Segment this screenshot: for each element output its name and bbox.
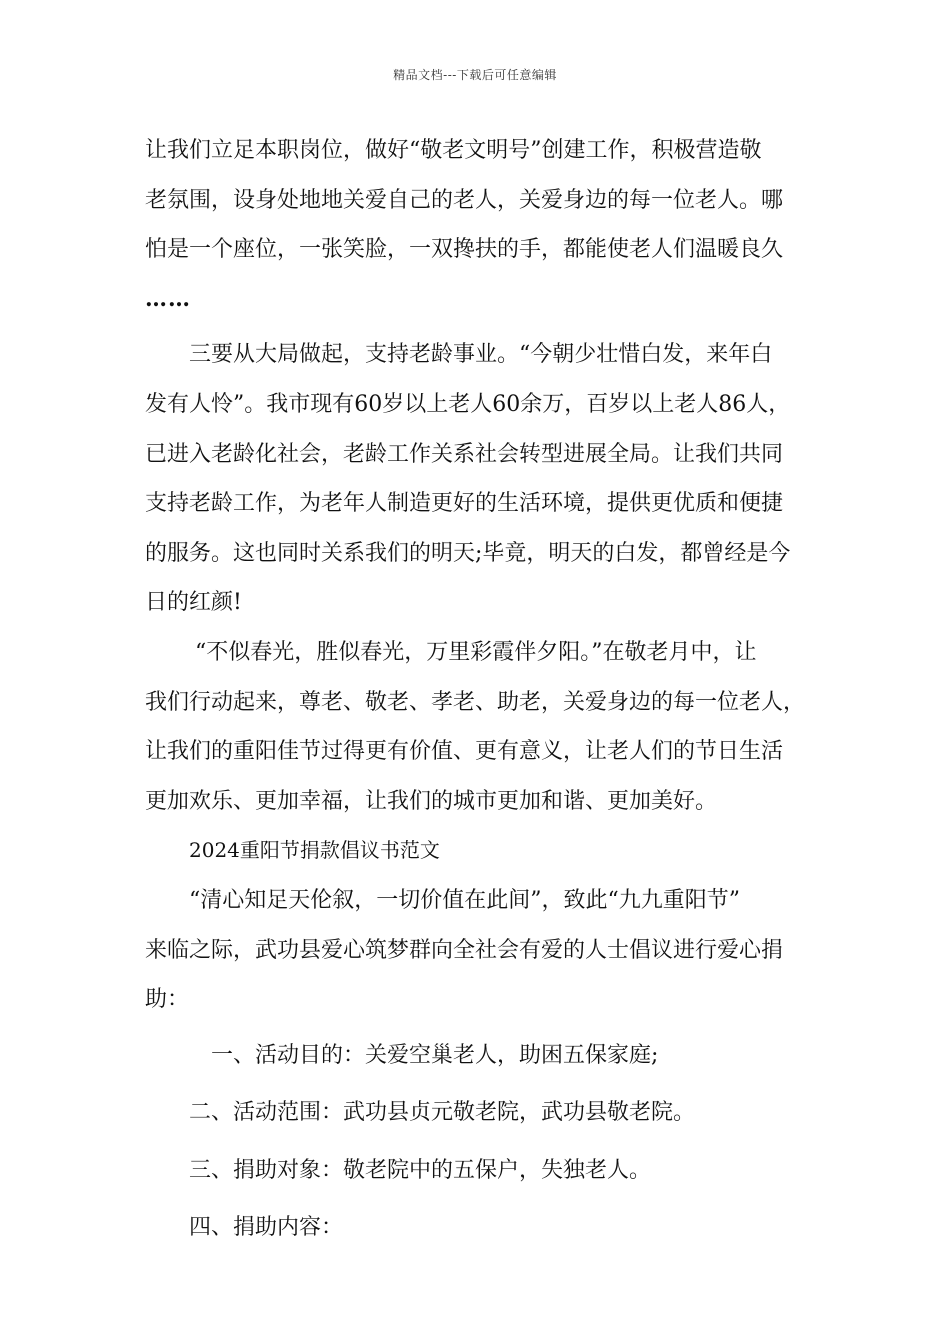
section-title: 2024重阳节捐款倡议书范文 <box>189 838 440 863</box>
page-header: 精品文档---下载后可任意编辑 <box>393 68 557 82</box>
text-line: 的服务。这也同时关系我们的明天;毕竟，明天的白发，都曾经是今 <box>145 540 791 566</box>
text-line: 让我们的重阳佳节过得更有价值、更有意义，让老人们的节日生活 <box>145 739 784 765</box>
list-item: 二、活动范围：武功县贞元敬老院，武功县敬老院。 <box>189 1100 696 1126</box>
text-line: 怕是一个座位，一张笑脸，一双搀扶的手，都能使老人们温暖良久 <box>145 237 784 263</box>
text-line: 来临之际，武功县爱心筑梦群向全社会有爱的人士倡议进行爱心捐 <box>145 937 784 963</box>
paragraph-2 <box>145 330 813 628</box>
text-line: “清心知足天伦叙，一切价值在此间”，致此“九九重阳节” <box>189 887 740 913</box>
paragraph-4 <box>145 876 813 1025</box>
text-line: “不似春光，胜似春光，万里彩霞伴夕阳。”在敬老月中，让 <box>195 639 757 665</box>
text-line: 让我们立足本职岗位，做好“敬老文明号”创建工作，积极营造敬 <box>145 138 762 163</box>
text-line: 老氛围，设身处地地关爱自己的老人，关爱身边的每一位老人。哪 <box>145 187 784 213</box>
paragraph-1 <box>145 126 813 324</box>
text-line: 助： <box>145 987 190 1013</box>
document-body <box>145 126 813 1253</box>
paragraph-3 <box>145 628 813 826</box>
text-line: 我们行动起来，尊老、敬老、孝老、助老，关爱身边的每一位老人， <box>145 689 806 715</box>
list-item: 一、活动目的：关爱空巢老人，助困五保家庭; <box>211 1042 659 1068</box>
list-item: 四、捐助内容： <box>189 1215 344 1241</box>
text-line: 三要从大局做起，支持老龄事业。“今朝少壮惜白发，来年白 <box>189 342 773 368</box>
text-line: …… <box>145 285 191 312</box>
item-list <box>145 1031 813 1253</box>
text-line: 发有人怜”。我市现有60岁以上老人60余万，百岁以上老人86人， <box>145 391 791 417</box>
text-line: 更加欢乐、更加幸福，让我们的城市更加和谐、更加美好。 <box>145 788 718 814</box>
text-line: 日的红颜! <box>145 590 242 616</box>
text-line: 已进入老龄化社会，老龄工作关系社会转型进展全局。让我们共同 <box>145 441 784 467</box>
list-item: 三、捐助对象：敬老院中的五保户，失独老人。 <box>189 1157 652 1183</box>
text-line: 支持老龄工作，为老年人制造更好的生活环境，提供更优质和便捷 <box>145 491 784 517</box>
